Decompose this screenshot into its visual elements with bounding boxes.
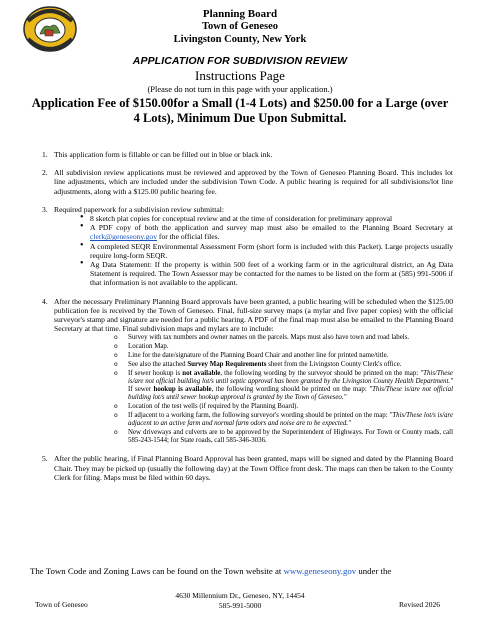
bullet-item: • 8 sketch plat copies for conceptual review and at the time of consideration for preliminary approval bbox=[80, 214, 453, 223]
email-link[interactable]: clerk@geneseony.gov bbox=[90, 232, 158, 242]
list-item bbox=[30, 205, 453, 288]
item-number: 3. bbox=[42, 204, 48, 214]
footer-left: Town of Geneseo bbox=[35, 600, 88, 609]
footer-right: Revised 2026 bbox=[399, 600, 441, 609]
org-name: Planning Board bbox=[202, 8, 278, 20]
sub-item: o See also the attached Survey Map Requirements sheet from the Livingston County Clerk's office. bbox=[114, 361, 402, 369]
sub-item: o Survey with tax numbers and owner names on the parcels. Maps must also have town and road labels. bbox=[114, 334, 410, 342]
page-title: APPLICATION FOR SUBDIVISION REVIEW bbox=[132, 55, 348, 67]
paperwork-list bbox=[54, 214, 453, 288]
town-name: Town of Geneseo bbox=[201, 21, 279, 32]
list-item bbox=[30, 168, 453, 196]
sub-item: o If sewer hookup is not available, the following wording by the surveyor should be printed on the map: "This/These is/are not official building lot/s until septic approval has been granted by the Livingston County Health Department." If sewer hookup is available, the following wording should be printed on the map: "This/These is/are not official building lot/s until sewer hookup approval is granted by the Town of Geneseo." bbox=[114, 370, 453, 402]
sub-item: o Location of the test wells (if required by the Planning Board). bbox=[114, 403, 299, 411]
closing-note: The Town Code and Zoning Laws can be found on the Town website at www.geneseony.gov under the bbox=[30, 566, 392, 576]
bullet-item: • Ag Data Statement: If the property is within 500 feet of a working farm or in the agricultural district, an Ag Data Statement is required. The Town Assessor may be contacted for the names to be listed on the form at (585) 991-5006 if that information is not available to the applicant. bbox=[80, 260, 453, 288]
item-number: 2. bbox=[42, 168, 48, 178]
bullet-item: • A completed SEQR Environmental Assessment Form (short form is included with this Packet). Large projects usually require long-form SEQR. bbox=[80, 242, 453, 260]
page-subtitle: Instructions Page bbox=[195, 68, 285, 83]
circle-bullet-icon: o bbox=[114, 429, 118, 437]
circle-bullet-icon: o bbox=[114, 343, 118, 351]
website-link[interactable]: www.geneseony.gov bbox=[283, 566, 357, 576]
item-number: 1. bbox=[42, 150, 48, 159]
item-number: 5. bbox=[42, 454, 48, 464]
circle-bullet-icon: o bbox=[114, 370, 118, 378]
circle-bullet-icon: o bbox=[114, 361, 118, 369]
circle-bullet-icon: o bbox=[114, 334, 118, 342]
item-number: 4. bbox=[42, 296, 48, 306]
instructions-list bbox=[30, 150, 453, 491]
bullet-item: • A PDF copy of both the application and survey map must also be emailed to the Planning Board Secretary at clerk@geneseony.gov for the official files. bbox=[80, 223, 453, 241]
circle-bullet-icon: o bbox=[114, 412, 118, 420]
map-requirements-list bbox=[54, 334, 453, 445]
item-text: Required paperwork for a subdivision review submittal: bbox=[54, 204, 224, 214]
sub-item: o If adjacent to a working farm, the following surveyor's wording should be printed on the map: "This/These lot/s is/are adjacent to an active farm and normal farm odors and noise are to be expected." bbox=[114, 412, 453, 428]
page-note: (Please do not turn in this page with your application.) bbox=[147, 84, 333, 94]
item-text: This application form is fillable or can be filled out in blue or black ink. bbox=[54, 150, 273, 159]
item-text: All subdivision review applications must be reviewed and approved by the Town of Geneseo Planning Board. This includes lot line adjustments, which are included under the subdivision Town Code. A public hearing is required for all subdivisions/lot line adjustments, along with a $125.00 public hearing fee. bbox=[54, 168, 453, 196]
sub-item: o Location Map. bbox=[114, 343, 169, 351]
list-item bbox=[30, 150, 453, 159]
circle-bullet-icon: o bbox=[114, 403, 118, 411]
list-item bbox=[30, 454, 453, 482]
sub-item: o New driveways and culverts are to be approved by the Superintendent of Highways. For Town or County roads, call 585-243-1544; for State roads, call 585-346-3036. bbox=[114, 429, 453, 445]
fee-statement: Application Fee of $150.00for a Small (1-4 Lots) and $250.00 for a Large (over 4 Lots), Minimum Due Upon Submittal. bbox=[31, 96, 449, 125]
county-name: Livingston County, New York bbox=[173, 34, 307, 45]
list-item bbox=[30, 297, 453, 446]
item-text: After the public hearing, if Final Planning Board Approval has been granted, maps will be signed and dated by the Planning Board Chair. They may be picked up (usually the following day) at the Town Office front desk. The maps can then be taken to the County Clerk for filing. Maps must be filed within 60 days. bbox=[54, 454, 453, 482]
circle-bullet-icon: o bbox=[114, 352, 118, 360]
item-text: After the necessary Preliminary Planning Board approvals have been granted, a public hearing will be scheduled when the $125.00 publication fee is received by the Town of Geneseo. Final, full-size survey maps (a mylar and five paper copies) with the official surveyor's stamp and signature are needed for a public hearing. A PDF of the final map must also be emailed to the Planning Board Secretary at that time. Final subdivision maps and mylars are to include: bbox=[54, 296, 453, 334]
sub-item: o Line for the date/signature of the Planning Board Chair and another line for printed name/title. bbox=[114, 352, 389, 360]
footer-address: 4630 Millennium Dr., Geneseo, NY, 14454 585-991-5000 bbox=[175, 591, 305, 610]
